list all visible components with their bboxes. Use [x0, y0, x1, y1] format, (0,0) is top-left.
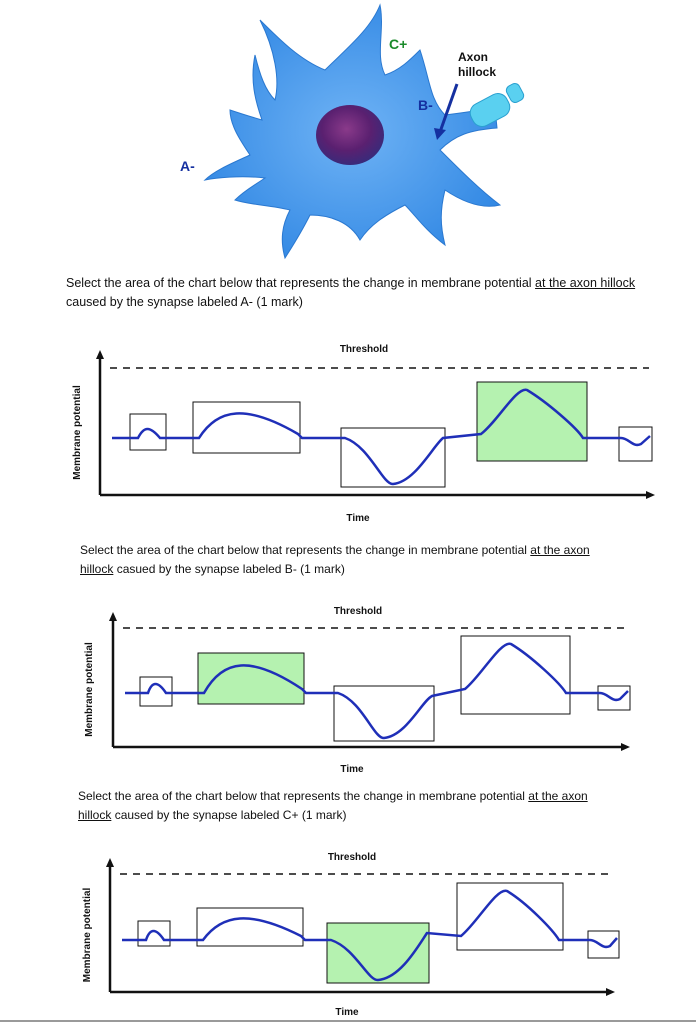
chart-2 [0, 600, 696, 772]
question-3 [78, 787, 618, 825]
x-axis-arrow-icon [646, 491, 655, 499]
x-axis-label: Time [335, 1007, 359, 1018]
question-3-prefix: Select the area of the chart below that represents the change in membrane potential [78, 789, 529, 803]
label-c-plus: C+ [389, 36, 408, 52]
answer-zone-1[interactable] [140, 677, 172, 706]
y-axis-label: Membrane potential [82, 887, 93, 983]
x-axis-arrow-icon [621, 743, 630, 751]
answer-zone-5[interactable] [598, 686, 630, 710]
question-1 [66, 274, 666, 312]
bottom-rule [0, 1020, 696, 1022]
neuron-illustration [0, 0, 696, 270]
y-axis-arrow-icon [109, 612, 117, 621]
question-3-suffix: caused by the synapse labeled C+ (1 mark) [111, 808, 347, 822]
label-axon: Axon [458, 50, 488, 64]
answer-zone-1[interactable] [130, 414, 166, 450]
question-3-underlined: at the axon hillock [78, 789, 588, 822]
question-2-prefix: Select the area of the chart below that represents the change in membrane potential [80, 543, 531, 557]
chart-3 [0, 846, 696, 1018]
label-a-minus: A- [180, 158, 195, 174]
question-1-prefix: Select the area of the chart below that represents the change in membrane potential [66, 276, 536, 290]
question-2-suffix: casued by the synapse labeled B- (1 mark) [113, 562, 345, 576]
x-axis-label: Time [346, 513, 370, 524]
threshold-label: Threshold [339, 344, 389, 355]
y-axis-arrow-icon [106, 858, 114, 867]
question-1-suffix: caused by the synapse labeled A- (1 mark) [66, 295, 303, 309]
label-b-minus: B- [418, 97, 433, 113]
y-axis-arrow-icon [96, 350, 104, 359]
answer-zone-3[interactable] [341, 428, 445, 487]
y-axis-label: Membrane potential [84, 642, 95, 737]
nucleus [316, 105, 384, 165]
answer-zone-2[interactable] [197, 908, 303, 946]
question-2 [80, 541, 620, 579]
question-2-underlined: at the axon hillock [80, 543, 590, 576]
label-hillock: hillock [458, 65, 497, 79]
x-axis-arrow-icon [606, 988, 615, 996]
answer-zone-1[interactable] [138, 921, 170, 946]
question-1-underlined: at the axon hillock [535, 276, 636, 290]
y-axis-label: Membrane potential [72, 385, 83, 480]
answer-zone-5[interactable] [588, 931, 619, 958]
answer-zone-3[interactable] [334, 686, 434, 741]
threshold-label: Threshold [327, 852, 377, 863]
chart-1 [0, 338, 696, 528]
x-axis-label: Time [340, 764, 364, 772]
threshold-label: Threshold [333, 606, 383, 617]
